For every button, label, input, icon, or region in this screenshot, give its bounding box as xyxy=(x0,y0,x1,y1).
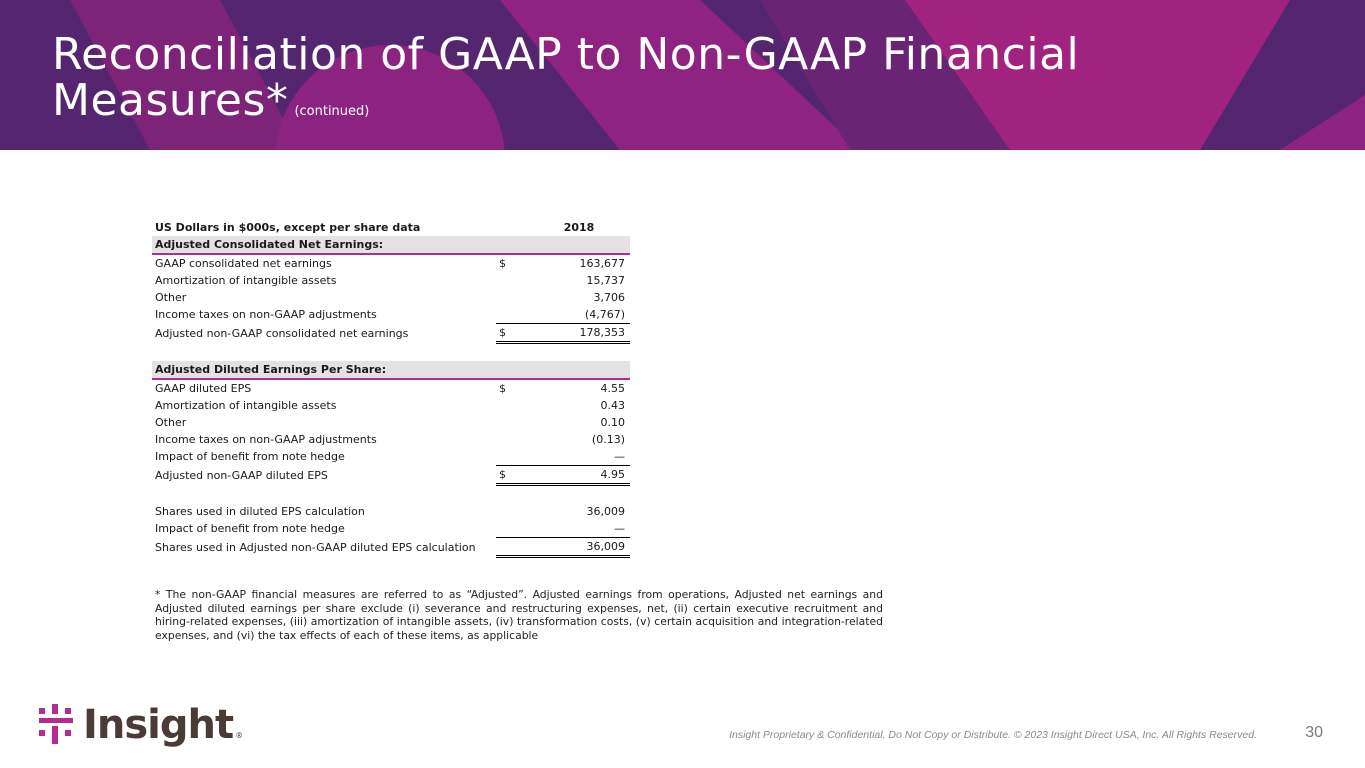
total-label: Adjusted non-GAAP diluted EPS xyxy=(155,468,328,482)
total-value: 178,353 xyxy=(530,324,630,343)
total-value: 4.95 xyxy=(530,466,630,485)
total-currency: $ xyxy=(496,466,530,485)
logo-wordmark: Insight xyxy=(83,702,234,748)
row-label: Impact of benefit from note hedge xyxy=(155,450,345,464)
row-value: (4,767) xyxy=(584,308,625,321)
header-currency-cell xyxy=(496,219,530,236)
table-row xyxy=(152,520,630,538)
row-label: Income taxes on non-GAAP adjustments xyxy=(155,433,377,446)
row-value: — xyxy=(614,450,625,463)
row-currency xyxy=(496,448,530,466)
copyright-notice: Insight Proprietary & Confidential. Do Not Copy or Distribute. © 2023 Insight Direct USA, Inc. All Rights Reserved. xyxy=(729,729,1257,741)
spacer-row xyxy=(152,485,630,504)
spacer-row xyxy=(152,343,630,362)
row-value: 4.55 xyxy=(600,382,625,395)
table-row xyxy=(152,431,630,448)
table-row xyxy=(152,272,630,289)
total-currency xyxy=(496,538,530,557)
total-label: Shares used in Adjusted non-GAAP diluted EPS calculation xyxy=(155,540,476,554)
total-label: Adjusted non-GAAP consolidated net earnings xyxy=(155,326,409,340)
row-label: Other xyxy=(155,291,187,304)
title-line-2 xyxy=(52,75,1079,135)
row-value: 36,009 xyxy=(586,505,625,518)
row-currency xyxy=(496,503,530,520)
row-label: Amortization of intangible assets xyxy=(155,399,337,412)
table-row xyxy=(152,503,630,520)
row-value: 0.43 xyxy=(600,399,625,412)
section-heading-row xyxy=(152,236,630,254)
table-row xyxy=(152,289,630,306)
page-title xyxy=(52,29,1080,135)
row-label: Amortization of intangible assets xyxy=(155,274,337,287)
title-line-1: Reconciliation of GAAP to Non-GAAP Financial xyxy=(52,29,1080,80)
row-currency xyxy=(496,520,530,538)
table-row xyxy=(152,379,630,397)
row-currency: $ xyxy=(499,382,506,395)
total-row xyxy=(152,324,630,343)
row-value: (0.13) xyxy=(591,433,625,446)
table-row xyxy=(152,254,630,272)
row-currency: $ xyxy=(499,257,506,270)
row-value: 3,706 xyxy=(593,291,625,304)
row-currency xyxy=(496,289,530,306)
row-value: 163,677 xyxy=(579,257,625,270)
registered-mark: ® xyxy=(235,731,244,740)
row-label: GAAP diluted EPS xyxy=(155,382,252,395)
table-row xyxy=(152,306,630,324)
row-label: GAAP consolidated net earnings xyxy=(155,257,332,270)
row-currency xyxy=(496,272,530,289)
row-label: Impact of benefit from note hedge xyxy=(155,522,345,536)
footnote: * The non-GAAP financial measures are referred to as “Adjusted”. Adjusted earnings from operations, Adjusted net earnings and Adjusted diluted earnings per share exclude (i) severance and restructuring expenses, net, (ii) certain executive recruitment and hiring-related expenses, (iii) amortization of intangible assets, (iv) transformation costs, (v) certain acquisition and integration-related expenses, and (vi) the tax effects of each of these items, as applicable xyxy=(155,588,883,642)
insight-logo-mark-icon xyxy=(37,704,75,746)
table-row xyxy=(152,397,630,414)
reconciliation-table xyxy=(152,219,630,558)
total-currency: $ xyxy=(496,324,530,343)
total-value: 36,009 xyxy=(530,538,630,557)
row-label: Other xyxy=(155,416,187,429)
section-heading: Adjusted Consolidated Net Earnings: xyxy=(152,236,630,254)
year-header: 2018 xyxy=(563,221,595,234)
title-subtitle: (continued) xyxy=(294,104,370,119)
row-currency xyxy=(496,306,530,324)
row-currency xyxy=(496,431,530,448)
row-label: Shares used in diluted EPS calculation xyxy=(155,505,365,518)
row-label: Income taxes on non-GAAP adjustments xyxy=(155,308,377,322)
row-value: 15,737 xyxy=(586,274,625,287)
unit-label: US Dollars in $000s, except per share data xyxy=(155,221,421,234)
row-value: 0.10 xyxy=(600,416,625,429)
row-currency xyxy=(496,414,530,431)
insight-logo xyxy=(37,700,243,750)
title-measures: Measures* xyxy=(52,75,289,126)
table-header-row xyxy=(152,219,630,236)
page-number: 30 xyxy=(1305,724,1323,741)
total-row xyxy=(152,466,630,485)
table-row xyxy=(152,414,630,431)
table-row xyxy=(152,448,630,466)
header-banner xyxy=(0,0,1365,150)
row-value: — xyxy=(614,522,625,535)
total-row xyxy=(152,538,630,557)
row-currency xyxy=(496,397,530,414)
section-heading: Adjusted Diluted Earnings Per Share: xyxy=(152,361,630,379)
section-heading-row xyxy=(152,361,630,379)
